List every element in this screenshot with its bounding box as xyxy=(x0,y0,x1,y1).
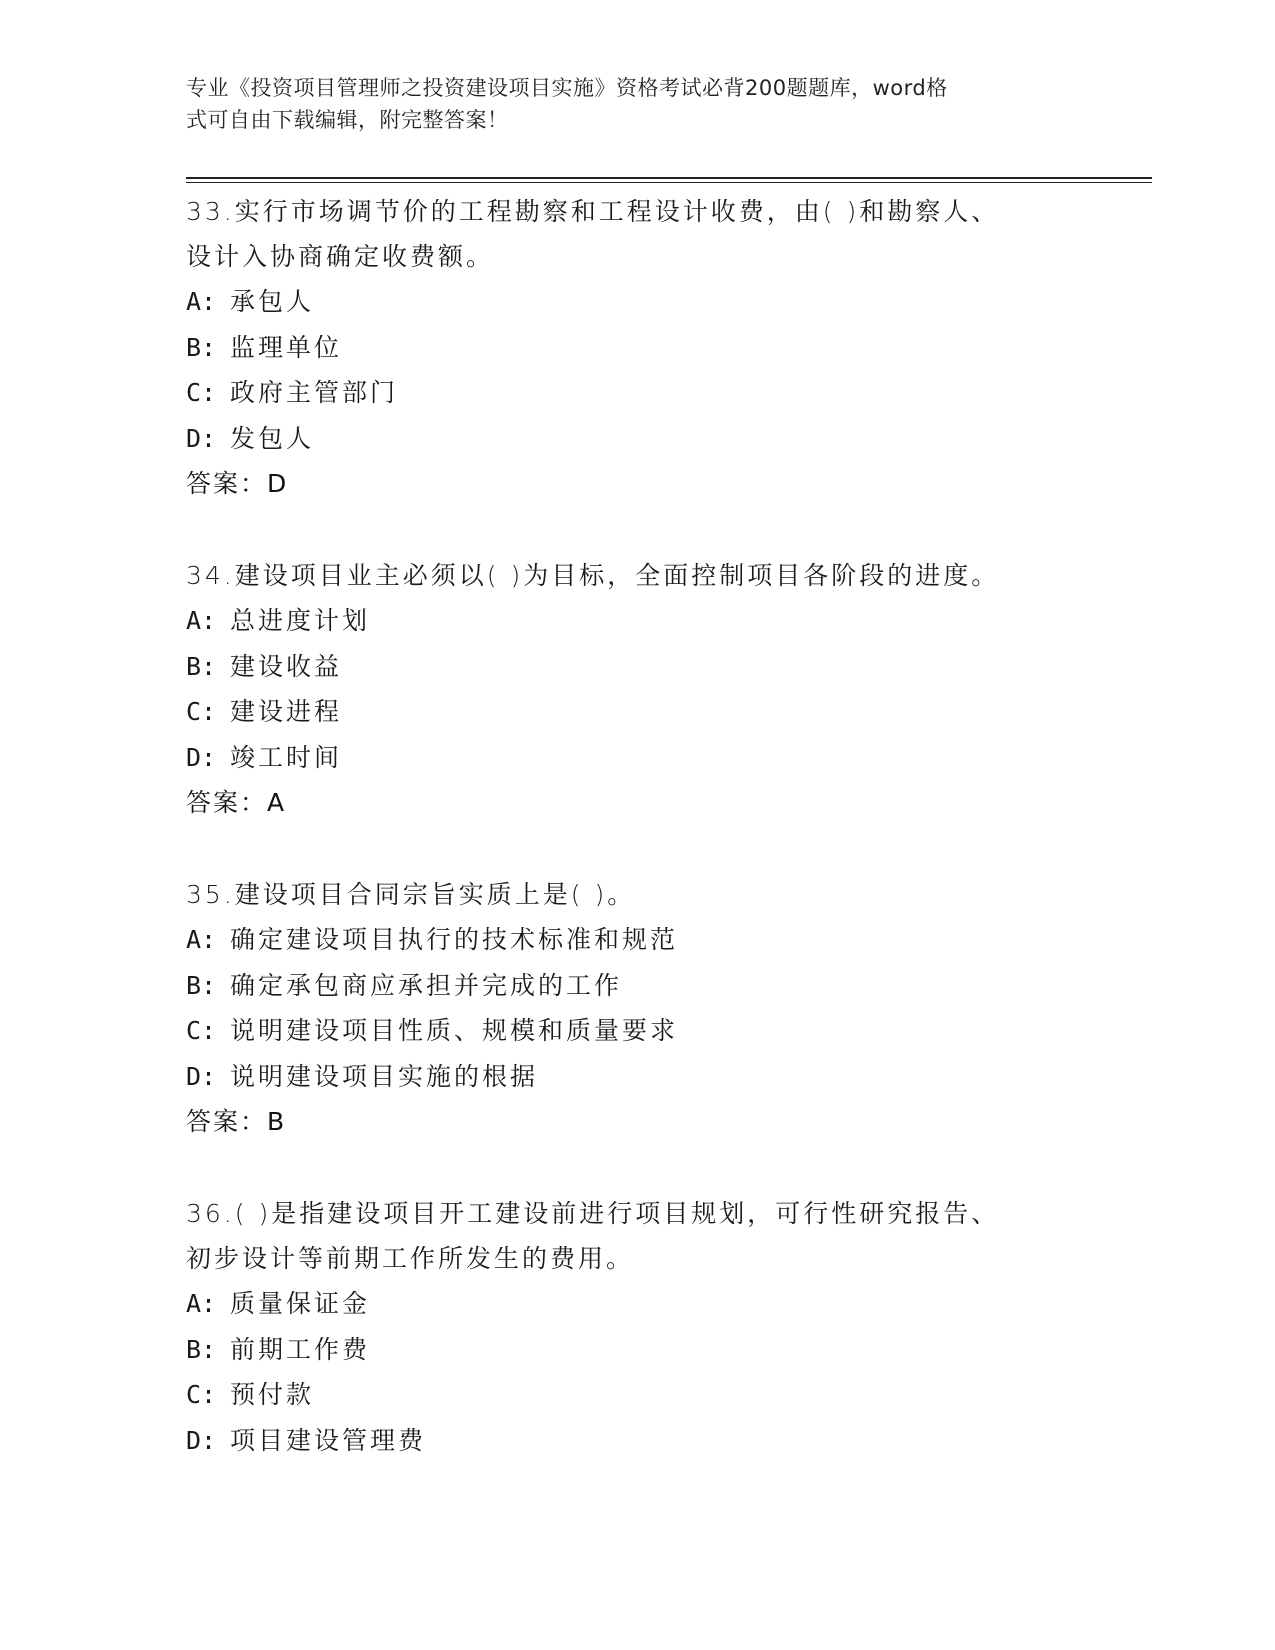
answer-label: 答案： xyxy=(186,1107,268,1136)
answer-line xyxy=(186,780,1066,825)
header-line-2: 式可自由下载编辑，附完整答案！ xyxy=(186,108,509,132)
question-spacer xyxy=(186,506,1066,553)
option-text: 发包人 xyxy=(230,423,315,453)
option-key: B: xyxy=(186,1334,217,1364)
option-text: 竣工时间 xyxy=(230,742,343,772)
option-key: C: xyxy=(186,1016,217,1045)
option-text: 建设收益 xyxy=(230,651,343,681)
option-key: D: xyxy=(186,742,217,772)
option-a xyxy=(186,598,1066,644)
option-key: C: xyxy=(186,1380,217,1409)
option-key: D: xyxy=(186,1425,217,1455)
option-c xyxy=(186,689,1066,735)
option-key: B: xyxy=(186,651,217,681)
option-c xyxy=(186,1008,1066,1054)
document-header xyxy=(186,72,1066,136)
option-b xyxy=(186,963,1066,1009)
question-36 xyxy=(186,1191,1066,1463)
question-stem-line: 设计入协商确定收费额。 xyxy=(186,242,495,271)
answer-label: 答案： xyxy=(186,788,268,817)
option-key: A: xyxy=(186,287,217,316)
option-text: 质量保证金 xyxy=(230,1289,371,1318)
question-spacer xyxy=(186,825,1066,872)
option-d xyxy=(186,1054,1066,1100)
option-d xyxy=(186,1418,1066,1464)
option-key: C: xyxy=(186,697,217,726)
option-text: 建设进程 xyxy=(230,697,343,726)
question-stem-line: 34.建设项目业主必须以( )为目标，全面控制项目各阶段的进度。 xyxy=(186,561,1000,590)
question-stem-line: 36.( )是指建设项目开工建设前进行项目规划，可行性研究报告、 xyxy=(186,1199,1000,1228)
option-text: 监理单位 xyxy=(230,332,343,362)
answer-line xyxy=(186,461,1066,506)
option-a xyxy=(186,1281,1066,1327)
question-spacer xyxy=(186,1144,1066,1191)
question-list xyxy=(186,189,1066,1463)
header-divider-thin xyxy=(186,182,1152,183)
option-text: 预付款 xyxy=(230,1380,315,1409)
option-key: A: xyxy=(186,925,217,954)
question-stem-line: 33.实行市场调节价的工程勘察和工程设计收费，由( )和勘察人、 xyxy=(186,197,1000,226)
option-text: 项目建设管理费 xyxy=(230,1425,427,1455)
option-d xyxy=(186,416,1066,462)
option-text: 政府主管部门 xyxy=(230,378,399,407)
option-c xyxy=(186,370,1066,416)
option-text: 说明建设项目实施的根据 xyxy=(230,1061,539,1091)
option-key: D: xyxy=(186,423,217,453)
option-text: 确定承包商应承担并完成的工作 xyxy=(230,970,623,1000)
option-text: 承包人 xyxy=(230,287,315,316)
option-text: 说明建设项目性质、规模和质量要求 xyxy=(230,1016,679,1045)
answer-label: 答案： xyxy=(186,469,268,498)
option-key: A: xyxy=(186,606,217,635)
option-key: B: xyxy=(186,332,217,362)
option-a xyxy=(186,279,1066,325)
option-text: 总进度计划 xyxy=(230,606,371,635)
question-stem-line: 初步设计等前期工作所发生的费用。 xyxy=(186,1244,635,1273)
option-text: 确定建设项目执行的技术标准和规范 xyxy=(230,925,679,954)
option-a xyxy=(186,917,1066,963)
answer-value: B xyxy=(267,1107,285,1136)
option-d xyxy=(186,735,1066,781)
option-b xyxy=(186,644,1066,690)
option-key: A: xyxy=(186,1289,217,1318)
option-key: B: xyxy=(186,970,217,1000)
header-line-1: 专业《投资项目管理师之投资建设项目实施》资格考试必背200题题库，word格 xyxy=(186,76,948,100)
option-c xyxy=(186,1372,1066,1418)
option-key: C: xyxy=(186,378,217,407)
option-b xyxy=(186,1327,1066,1373)
answer-value: A xyxy=(267,788,285,817)
answer-line xyxy=(186,1099,1066,1144)
option-key: D: xyxy=(186,1061,217,1091)
option-b xyxy=(186,325,1066,371)
answer-value: D xyxy=(267,469,287,498)
question-stem-line: 35.建设项目合同宗旨实质上是( )。 xyxy=(186,880,636,909)
question-33 xyxy=(186,189,1066,506)
question-34 xyxy=(186,553,1066,825)
question-35 xyxy=(186,872,1066,1144)
option-text: 前期工作费 xyxy=(230,1334,371,1364)
header-divider-thick xyxy=(186,177,1152,179)
